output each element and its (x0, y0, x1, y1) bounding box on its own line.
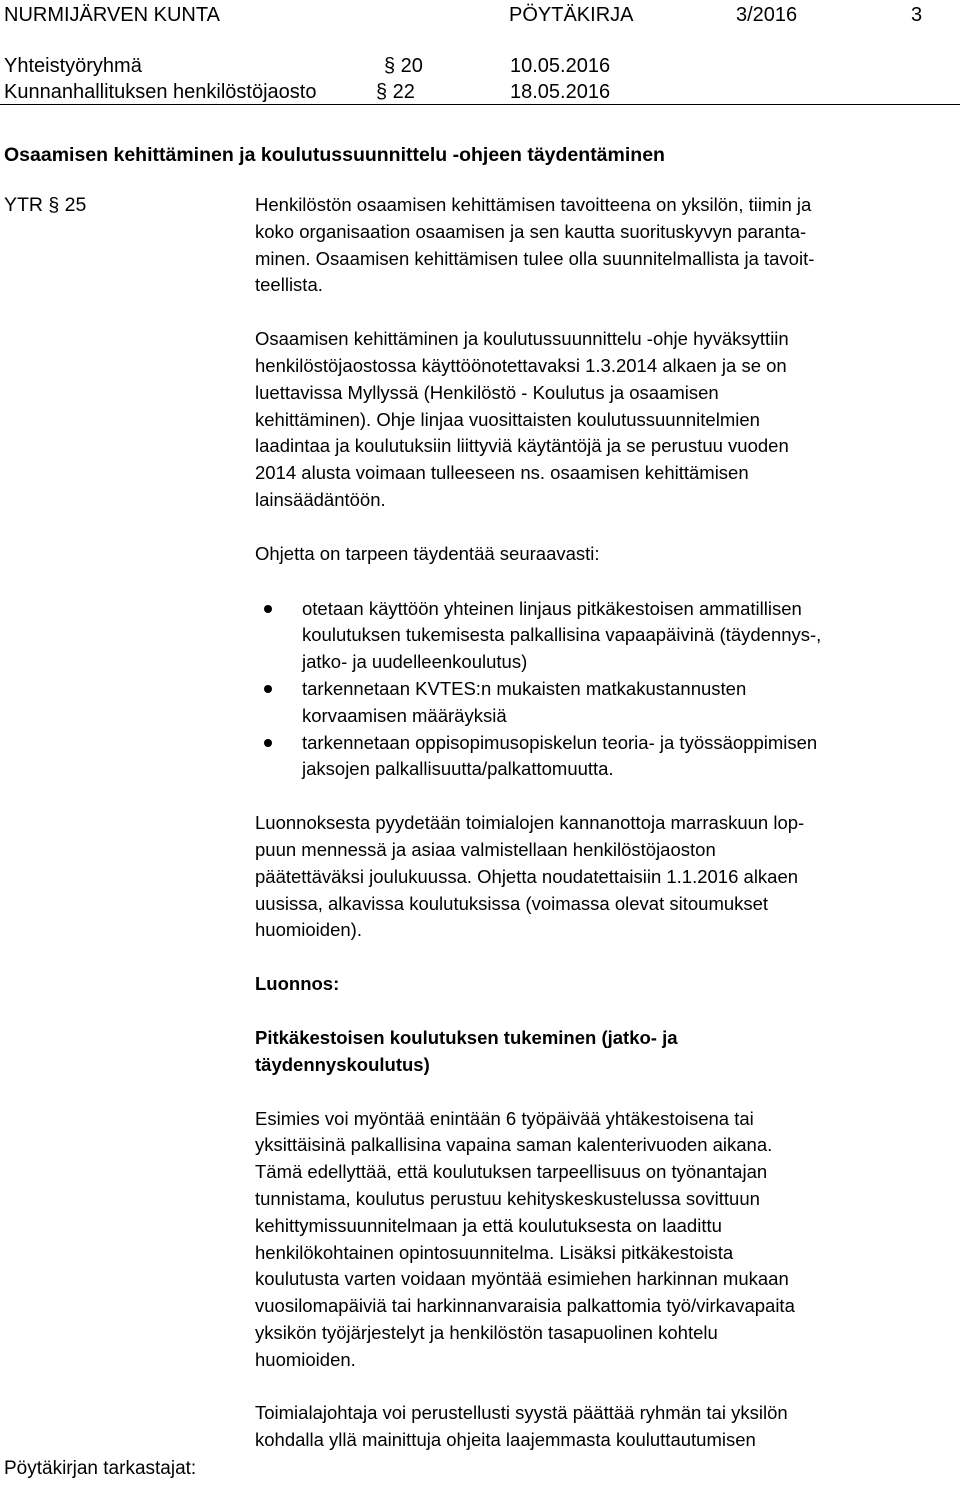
text-line: tarkennetaan KVTES:n mukaisten matkakustannusten (302, 677, 747, 699)
org-name: NURMIJÄRVEN KUNTA (4, 4, 220, 26)
text-line: Ohjetta on tarpeen täydentää seuraavasti: (255, 542, 600, 564)
header-divider (0, 104, 960, 105)
text-line: täydennyskoulutus) (255, 1053, 430, 1075)
text-line: tunnistama, koulutus perustuu kehityskeskustelussa sovittuun (255, 1187, 760, 1209)
page-number: 3 (911, 4, 923, 26)
text-line: korvaamisen määräyksiä (302, 704, 507, 726)
text-line: Tämä edellyttää, että koulutuksen tarpeellisuus on työnantajan (255, 1161, 768, 1183)
amendment-list (255, 596, 955, 784)
list-item (255, 730, 955, 784)
text-line: Esimies voi myöntää enintään 6 työpäivää yhtäkestoisena tai (255, 1107, 754, 1129)
doc-number: 3/2016 (736, 4, 798, 26)
header-date-2: 18.05.2016 (510, 81, 611, 103)
text-line: huomioiden. (255, 1348, 356, 1370)
bullet-icon (264, 685, 272, 693)
paragraph-draft-request (255, 810, 955, 944)
bullet-icon (264, 739, 272, 747)
header-body-2: Kunnanhallituksen henkilöstöjaosto (4, 81, 317, 103)
text-line: Luonnos: (255, 973, 340, 995)
text-line: uusissa, alkavissa koulutuksissa (voimassa olevat sitoumukset (255, 892, 769, 914)
list-item (255, 596, 955, 676)
text-line: Henkilöstön osaamisen kehittämisen tavoitteena on yksilön, tiimin ja (255, 194, 812, 215)
footer-reviewers-label: Pöytäkirjan tarkastajat: (4, 1458, 197, 1479)
text-line: Osaamisen kehittäminen ja koulutussuunnittelu -ohje hyväksyttiin (255, 328, 789, 350)
text-line: laadintaa ja koulutuksiin liittyviä käytäntöjä ja se perustuu vuoden (255, 435, 789, 457)
text-line: lainsäädäntöön. (255, 488, 386, 510)
text-line: kehittäminen). Ohje linjaa vuosittaisten koulutussuunnitelmien (255, 408, 760, 430)
text-line: jaksojen palkallisuutta/palkattomuutta. (302, 758, 614, 780)
header-section-2: § 22 (376, 81, 415, 103)
text-line: yksittäisinä palkallisina vapaina saman kalenterivuoden aikana. (255, 1134, 773, 1156)
text-line: Pitkäkestoisen koulutuksen tukeminen (jatko- ja (255, 1026, 678, 1048)
text-line: minen. Osaamisen kehittämisen tulee olla suunnitelmallista ja tavoit- (255, 247, 815, 269)
header-body-1: Yhteistyöryhmä (4, 55, 142, 77)
text-line: jatko- ja uudelleenkoulutus) (302, 651, 528, 673)
text-line: kehittymissuunnitelmaan ja että koulutuksesta on laadittu (255, 1214, 722, 1236)
text-line: luettavissa Myllyssä (Henkilöstö - Koulutus ja osaamisen (255, 381, 719, 403)
list-item (255, 676, 955, 730)
text-line: teellista. (255, 274, 323, 296)
item-label: YTR § 25 (4, 194, 87, 216)
header-section-1: § 20 (384, 55, 423, 77)
paragraph-director (255, 1400, 955, 1454)
text-line: puun mennessä ja asiaa valmistellaan henkilöstöjaoston (255, 838, 716, 860)
text-line: otetaan käyttöön yhteinen linjaus pitkäkestoisen ammatillisen (302, 597, 802, 619)
text-line: koulutusta varten voidaan myöntää esimiehen harkinnan mukaan (255, 1268, 789, 1290)
text-line: koulutuksen tukemisesta palkallisina vapaapäivinä (täydennys-, (302, 624, 822, 646)
header-date-1: 10.05.2016 (510, 55, 611, 77)
text-line: päätettäväksi joulukuussa. Ohjetta noudatettaisiin 1.1.2016 alkaen (255, 865, 799, 887)
text-line: henkilökohtainen opintosuunnitelma. Lisäksi pitkäkestoista (255, 1241, 734, 1263)
page-title: Osaamisen kehittäminen ja koulutussuunnittelu -ohjeen täydentäminen (4, 144, 665, 166)
text-line: huomioiden). (255, 919, 362, 941)
draft-heading (255, 971, 955, 998)
paragraph-intro (255, 192, 955, 299)
text-line: vuosilomapäiviä tai harkinnanvaraisia palkattomia työ/virkavapaita (255, 1295, 795, 1317)
paragraph-supervisor (255, 1106, 955, 1374)
text-line: kohdalla yllä mainittuja ohjeita laajemmasta kouluttautumisen (255, 1429, 756, 1451)
text-line: Toimialajohtaja voi perustellusti syystä päättää ryhmän tai yksilön (255, 1402, 788, 1424)
text-line: 2014 alusta voimaan tulleeseen ns. osaamisen kehittämisen (255, 462, 749, 484)
paragraph-amendments-intro (255, 541, 955, 568)
text-line: yksikön työjärjestelyt ja henkilöstön tasapuolinen kohtelu (255, 1321, 718, 1343)
text-line: Luonnoksesta pyydetään toimialojen kannanottoja marraskuun lop- (255, 812, 805, 834)
doc-type: PÖYTÄKIRJA (509, 4, 634, 26)
text-line: henkilöstöjaostossa käyttöönotettavaksi 1.3.2014 alkaen ja se on (255, 354, 787, 376)
bullet-icon (264, 605, 272, 613)
document-body (255, 192, 955, 1454)
text-line: koko organisaation osaamisen ja sen kautta suorituskyvyn paranta- (255, 220, 807, 242)
paragraph-guideline (255, 326, 955, 514)
section-subheading (255, 1025, 955, 1079)
text-line: tarkennetaan oppisopimusopiskelun teoria- ja työssäoppimisen (302, 731, 818, 753)
